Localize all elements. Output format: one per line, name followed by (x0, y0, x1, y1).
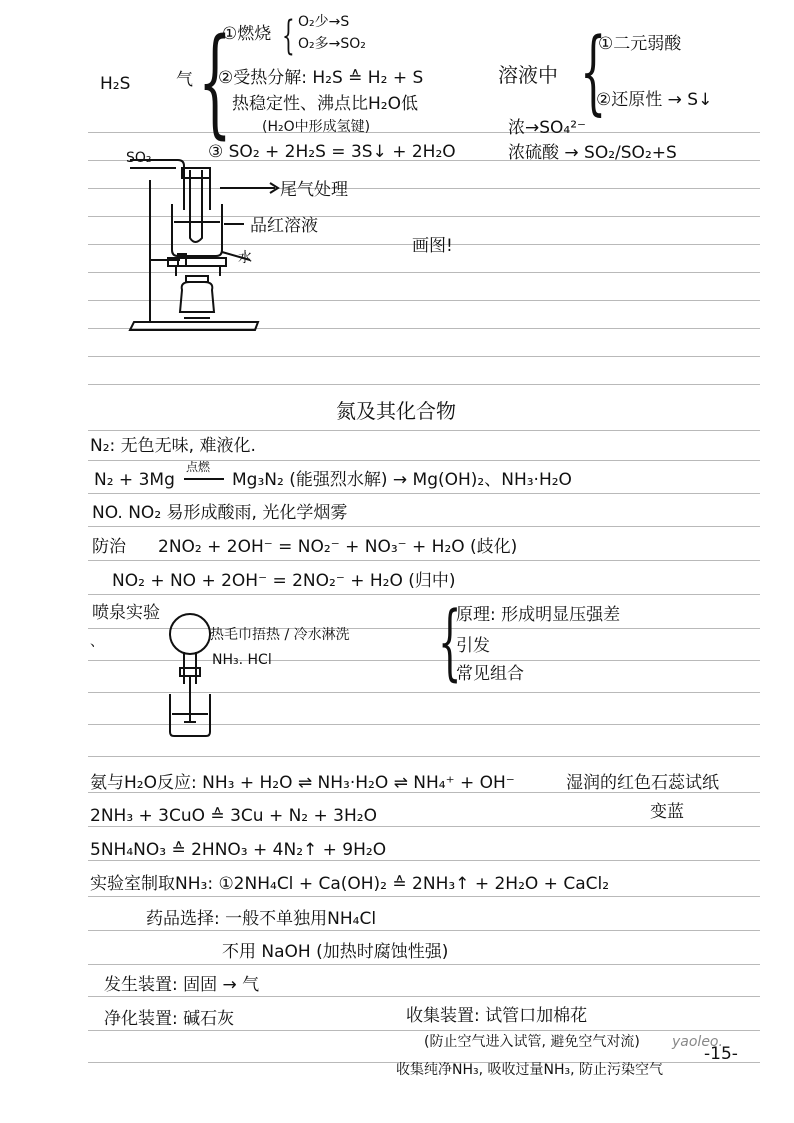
hbond-note: (H₂O中形成氢键) (262, 119, 371, 135)
h2s-main-brace: { (198, 12, 232, 150)
h2s-state: 气 (176, 70, 193, 90)
tail-gas-label: 尾气处理 (280, 180, 348, 200)
conc-so4: 浓→SO₄²⁻ (508, 118, 587, 138)
collect-note-2: 收集纯净NH₃, 吸收过量NH₃, 防止污染空气 (396, 1062, 664, 1078)
prevention-eq2: NO₂ + NO + 2OH⁻ = 2NO₂⁻ + H₂O (归中) (112, 571, 456, 591)
so2-h2s-reaction: ③ SO₂ + 2H₂S = 3S↓ + 2H₂O (208, 142, 456, 162)
combustion-label: ①燃烧 (222, 24, 272, 44)
no-naoh: 不用 NaOH (加热时腐蚀性强) (222, 942, 449, 962)
prevention-eq1: 2NO₂ + 2OH⁻ = NO₂⁻ + NO₃⁻ + H₂O (歧化) (158, 537, 518, 557)
decomposition: ②受热分解: H₂S ≙ H₂ + S (218, 68, 424, 88)
reagent-choice: 药品选择: 一般不单独用NH₄Cl (146, 909, 377, 929)
combustion-o2-low: O₂少→S (298, 14, 350, 30)
solution-brace: { (580, 18, 607, 125)
prevention-label: 防治 (92, 537, 126, 557)
so2-label: SO₂ (126, 150, 152, 166)
ammonia-water-reaction: 氨与H₂O反应: NH₃ + H₂O ⇌ NH₃·H₂O ⇌ NH₄⁺ + OH⁻ (90, 773, 515, 793)
cuo-reaction: 2NH₃ + 3CuO ≙ 3Cu + N₂ + 3H₂O (90, 806, 377, 826)
heat-note: 热毛巾捂热 / 冷水淋洗 (210, 627, 350, 643)
ignite-condition: 点燃 (186, 460, 211, 474)
fountain-principle: 原理: 形成明显压强差 (456, 605, 621, 625)
collect-note: (防止空气进入试管, 避免空气对流) (424, 1034, 640, 1050)
fountain-combos: 常见组合 (456, 664, 524, 684)
collect-device: 收集装置: 试管口加棉花 (406, 1006, 588, 1026)
turns-blue: 变蓝 (650, 802, 684, 822)
solution-item-2: ②还原性 → S↓ (596, 90, 713, 110)
fountain-title: 喷泉实验 (92, 603, 160, 623)
fountain-initiate: 引发 (456, 636, 490, 656)
fountain-tick: 、 (90, 634, 104, 650)
fountain-gases: NH₃. HCl (212, 652, 272, 668)
generator-device: 发生装置: 固固 → 气 (104, 975, 260, 995)
so2-apparatus-drawing (120, 150, 330, 340)
page-number: -15- (704, 1044, 738, 1064)
draw-note: 画图! (412, 236, 453, 256)
section-title: 氮及其化合物 (336, 399, 456, 423)
n2-properties: N₂: 无色无味, 难液化. (90, 436, 256, 456)
litmus-note: 湿润的红色石蕊试纸 (566, 773, 719, 793)
solution-item-1: ①二元弱酸 (598, 34, 682, 54)
purify-device: 净化装置: 碱石灰 (104, 1009, 235, 1029)
watermark: yaoleo. (672, 1034, 723, 1050)
combustion-o2-high: O₂多→SO₂ (298, 36, 366, 52)
solution-label: 溶液中 (498, 63, 558, 87)
conc-h2so4: 浓硫酸 → SO₂/SO₂+S (508, 143, 677, 163)
fountain-brace: { (438, 595, 462, 690)
ignite-arrow-line (184, 478, 224, 480)
stability: 热稳定性、沸点比H₂O低 (232, 94, 418, 114)
water-label: 水 (238, 250, 252, 266)
pinkred-solution-label: 品红溶液 (250, 216, 318, 236)
lab-prep: 实验室制取NH₃: ①2NH₄Cl + Ca(OH)₂ ≙ 2NH₃↑ + 2H₂O + CaCl₂ (90, 874, 610, 894)
mg-reaction-left: N₂ + 3Mg (94, 470, 175, 490)
mg-reaction-right: Mg₃N₂ (能强烈水解) → Mg(OH)₂、NH₃·H₂O (232, 470, 572, 490)
no-no2-note: NO. NO₂ 易形成酸雨, 光化学烟雾 (92, 503, 348, 523)
h2s-formula: H₂S (100, 74, 131, 94)
nh4no3-reaction: 5NH₄NO₃ ≙ 2HNO₃ + 4N₂↑ + 9H₂O (90, 840, 387, 860)
combustion-brace: { (282, 13, 295, 59)
